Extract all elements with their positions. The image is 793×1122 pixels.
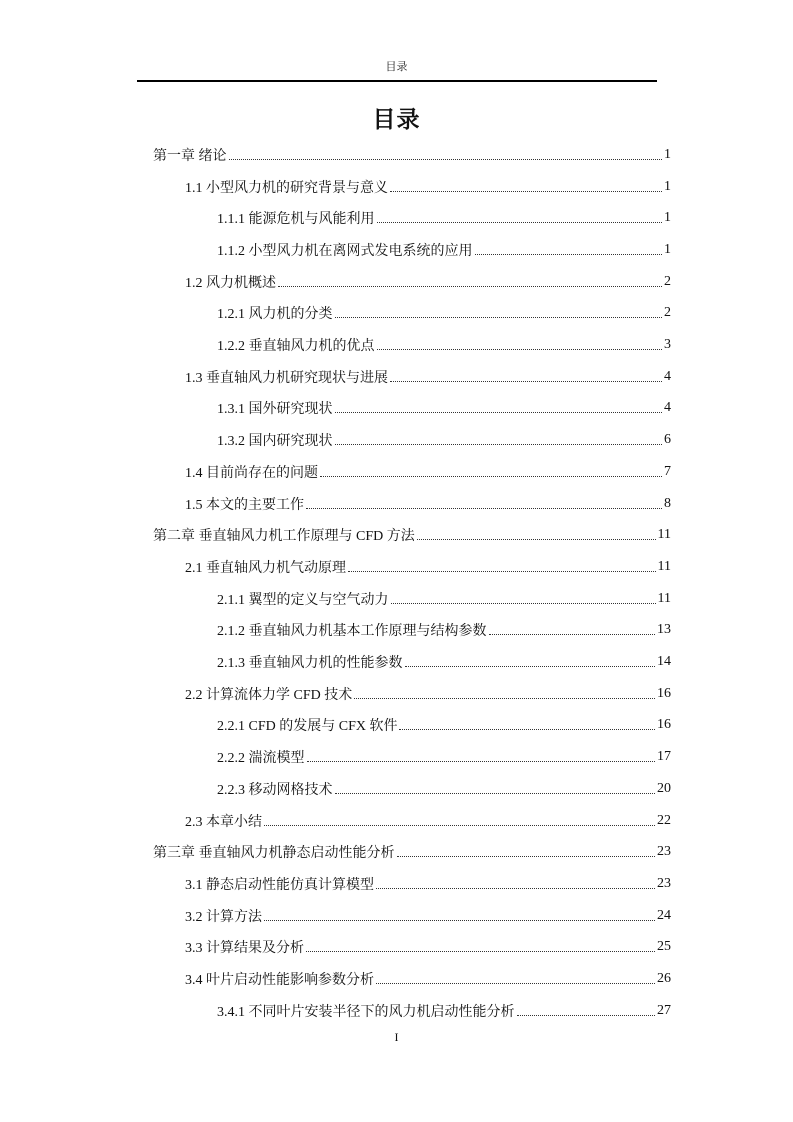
toc-entry[interactable] (185, 805, 671, 837)
toc-entry[interactable] (185, 868, 671, 900)
toc-entry-page: 1 (664, 210, 671, 226)
toc-entry[interactable] (153, 836, 671, 868)
toc-entry-label: 2.3 本章小结 (185, 814, 262, 830)
toc-entry[interactable] (185, 361, 671, 393)
toc-entry-label: 1.2.2 垂直轴风力机的优点 (217, 339, 375, 355)
toc-entry-page: 14 (657, 654, 671, 670)
toc-entry[interactable] (185, 963, 671, 995)
toc-leader-dots (391, 603, 656, 604)
header-rule (137, 80, 657, 82)
toc-entry-page: 23 (657, 844, 671, 860)
toc-entry-label: 第二章 垂直轴风力机工作原理与 CFD 方法 (153, 529, 415, 545)
toc-entry-page: 25 (657, 939, 671, 955)
toc-entry[interactable] (185, 171, 671, 203)
toc-entry-label: 3.4.1 不同叶片安装半径下的风力机启动性能分析 (217, 1004, 515, 1020)
toc-entry[interactable] (217, 298, 671, 330)
toc-entry-label: 3.2 计算方法 (185, 909, 262, 925)
page-number: I (394, 1030, 399, 1044)
toc-leader-dots (354, 698, 655, 699)
toc-leader-dots (397, 856, 656, 857)
toc-leader-dots (517, 1015, 656, 1016)
toc-entry-page: 8 (664, 495, 671, 511)
toc-entry-label: 2.2.1 CFD 的发展与 CFX 软件 (217, 719, 398, 735)
toc-entry-label: 3.1 静态启动性能仿真计算模型 (185, 877, 374, 893)
toc-entry[interactable] (217, 393, 671, 425)
toc-entry-page: 26 (657, 971, 671, 987)
toc-leader-dots (405, 666, 656, 667)
running-header: 目录 (385, 61, 408, 73)
toc-entry-page: 16 (657, 717, 671, 733)
toc-entry-label: 1.1.1 能源危机与风能利用 (217, 212, 375, 228)
toc-leader-dots (307, 761, 656, 762)
toc-entry-page: 24 (657, 907, 671, 923)
toc-entry-page: 13 (657, 622, 671, 638)
toc-leader-dots (348, 571, 656, 572)
toc-leader-dots (335, 317, 663, 318)
toc-entry-page: 2 (664, 273, 671, 289)
toc-entry[interactable] (217, 615, 671, 647)
toc-entry-label: 3.4 叶片启动性能影响参数分析 (185, 973, 374, 989)
toc-entry-label: 1.1 小型风力机的研究背景与意义 (185, 180, 388, 196)
toc-entry-label: 1.4 目前尚存在的问题 (185, 465, 318, 481)
toc-entry-label: 2.2.3 移动网格技术 (217, 782, 333, 798)
toc-entry-label: 1.1.2 小型风力机在离网式发电系统的应用 (217, 243, 473, 259)
toc-entry-page: 20 (657, 780, 671, 796)
toc-entry-page: 11 (657, 590, 671, 606)
toc-leader-dots (278, 286, 662, 287)
toc-entry-label: 2.1.2 垂直轴风力机基本工作原理与结构参数 (217, 624, 487, 640)
toc-entry-label: 1.2 风力机概述 (185, 275, 276, 291)
toc-entry-page: 7 (664, 463, 671, 479)
toc-entry[interactable] (153, 519, 671, 551)
toc-entry-page: 27 (657, 1002, 671, 1018)
toc-leader-dots (229, 159, 663, 160)
toc-entry-page: 11 (657, 558, 671, 574)
toc-entry[interactable] (217, 583, 671, 615)
toc-entry-page: 11 (657, 527, 671, 543)
toc-entry-label: 2.2 计算流体力学 CFD 技术 (185, 687, 353, 703)
toc-entry-page: 16 (657, 685, 671, 701)
toc-entry[interactable] (217, 234, 671, 266)
toc-entry[interactable] (185, 900, 671, 932)
toc-entry-label: 2.1 垂直轴风力机气动原理 (185, 560, 346, 576)
page-title: 目录 (372, 107, 421, 133)
toc-entry[interactable] (217, 424, 671, 456)
toc-entry[interactable] (217, 741, 671, 773)
toc-entry[interactable] (185, 266, 671, 298)
toc-entry[interactable] (185, 551, 671, 583)
toc-entry-label: 1.2.1 风力机的分类 (217, 307, 333, 323)
toc-leader-dots (320, 476, 662, 477)
toc-entry-label: 1.3 垂直轴风力机研究现状与进展 (185, 370, 388, 386)
toc-entry-label: 1.3.2 国内研究现状 (217, 434, 333, 450)
toc-leader-dots (377, 222, 663, 223)
toc-entry-page: 17 (657, 749, 671, 765)
toc-leader-dots (264, 825, 655, 826)
toc-leader-dots (376, 983, 655, 984)
toc-leader-dots (335, 793, 656, 794)
toc-entry[interactable] (217, 773, 671, 805)
toc-leader-dots (390, 191, 662, 192)
toc-entry-page: 2 (664, 305, 671, 321)
toc-leader-dots (335, 412, 663, 413)
toc-entry[interactable] (153, 139, 671, 171)
toc-entry-page: 1 (664, 178, 671, 194)
toc-entry-label: 第三章 垂直轴风力机静态启动性能分析 (153, 846, 395, 862)
toc-leader-dots (306, 951, 655, 952)
toc-entry-page: 1 (664, 241, 671, 257)
toc-entry-page: 23 (657, 875, 671, 891)
toc-leader-dots (376, 888, 655, 889)
toc-entry-label: 1.3.1 国外研究现状 (217, 402, 333, 418)
toc-entry[interactable] (217, 202, 671, 234)
toc-entry-page: 4 (664, 368, 671, 384)
toc-entry[interactable] (217, 995, 671, 1027)
toc-leader-dots (399, 729, 655, 730)
toc-leader-dots (489, 634, 656, 635)
toc-entry-page: 22 (657, 812, 671, 828)
toc-entry-label: 3.3 计算结果及分析 (185, 941, 304, 957)
toc-entry[interactable] (185, 678, 671, 710)
toc-leader-dots (417, 539, 656, 540)
toc-entry-label: 1.5 本文的主要工作 (185, 497, 304, 513)
toc-entry-label: 第一章 绪论 (153, 148, 227, 164)
toc-entry[interactable] (217, 646, 671, 678)
toc-entry[interactable] (185, 932, 671, 964)
toc-leader-dots (264, 920, 655, 921)
toc-entry[interactable] (217, 710, 671, 742)
toc-entry-label: 2.1.1 翼型的定义与空气动力 (217, 592, 389, 608)
toc-leader-dots (377, 349, 663, 350)
toc-entry-label: 2.2.2 湍流模型 (217, 751, 305, 767)
toc-entry-page: 3 (664, 337, 671, 353)
toc-entry[interactable] (217, 329, 671, 361)
toc-leader-dots (335, 444, 663, 445)
toc-entry-page: 4 (664, 400, 671, 416)
toc-leader-dots (390, 381, 662, 382)
toc-entry-label: 2.1.3 垂直轴风力机的性能参数 (217, 656, 403, 672)
toc-entry-page: 1 (664, 146, 671, 162)
toc-entry-page: 6 (664, 432, 671, 448)
toc-entry[interactable] (185, 456, 671, 488)
toc-leader-dots (475, 254, 663, 255)
toc-leader-dots (306, 508, 662, 509)
toc-entry[interactable] (185, 488, 671, 520)
